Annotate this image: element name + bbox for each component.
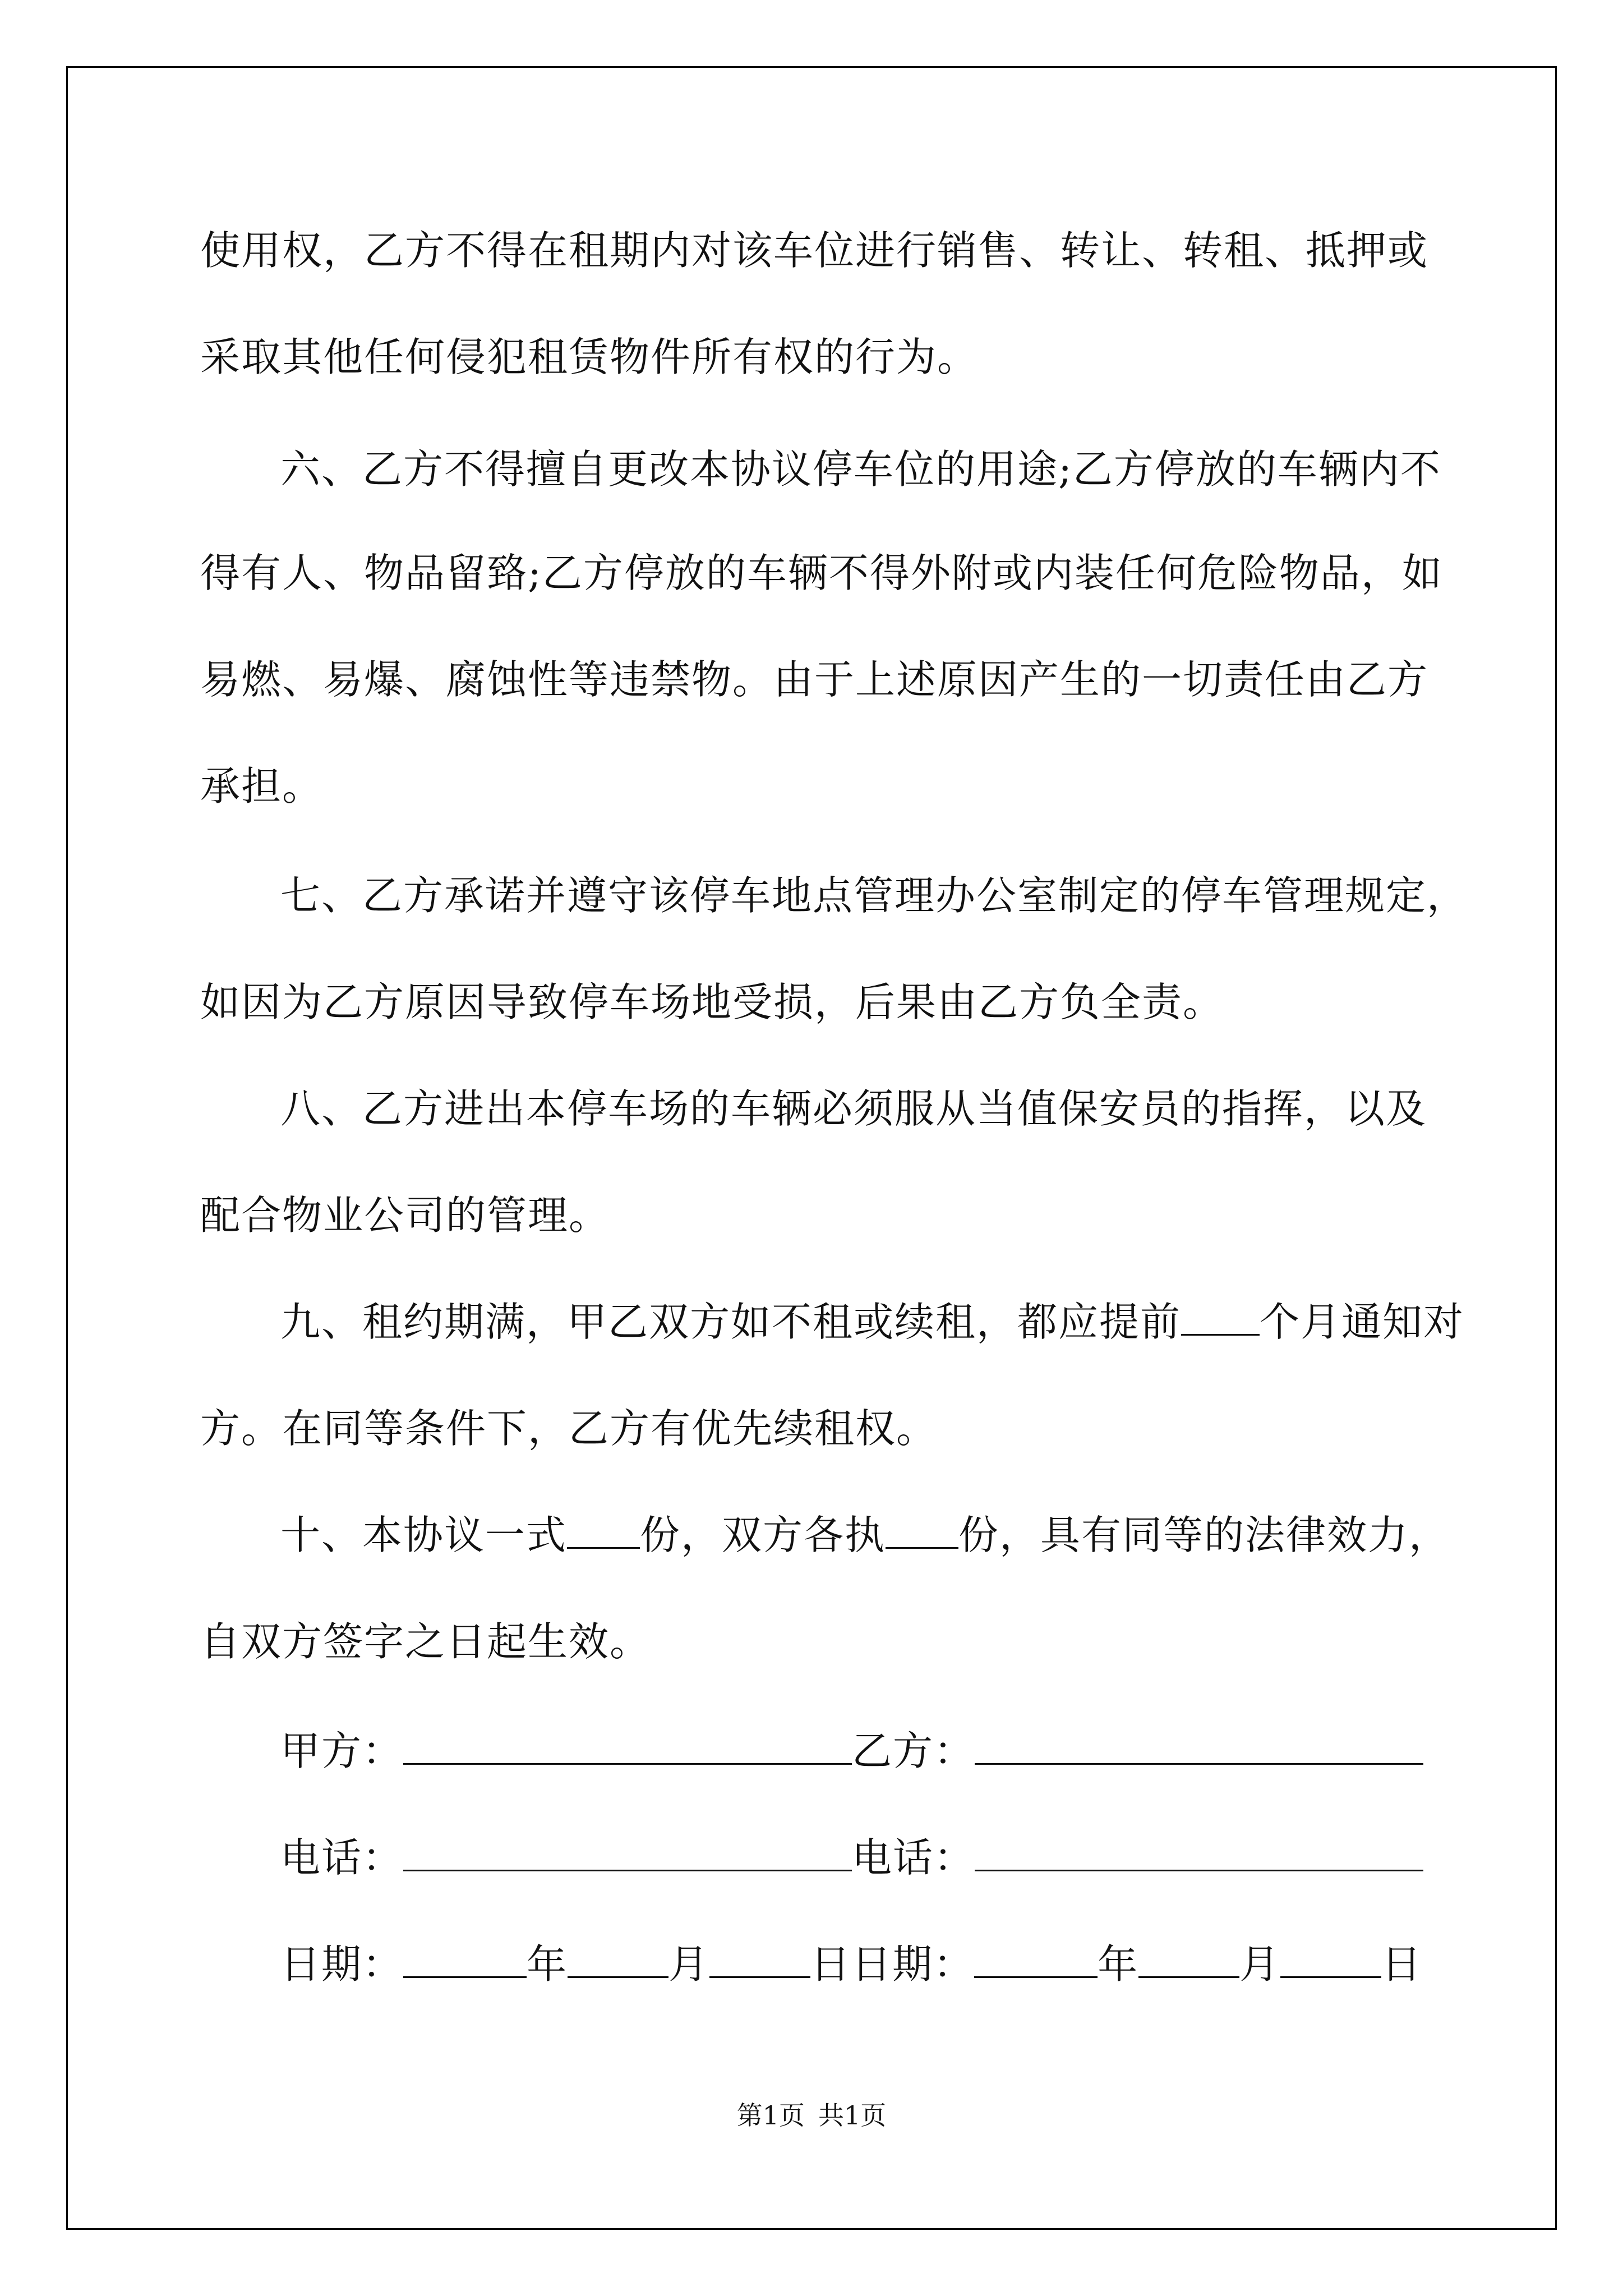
page-number: 第1页 (736, 2100, 805, 2131)
signature-row-dates (280, 1932, 1509, 1990)
day-label: 日 (1381, 1941, 1423, 1987)
day-label: 日 (810, 1941, 852, 1987)
page-border (66, 66, 1557, 2230)
date-a-label: 日期： (280, 1941, 404, 1987)
copies-each-blank (886, 1513, 958, 1549)
paragraph-line: 易燃、易爆、腐蚀性等违禁物。由于上述原因产生的一切责任由乙方 (200, 656, 1429, 703)
paragraph-text: 个月通知对 (1260, 1299, 1465, 1345)
paragraph-line: 采取其他任何侵犯租赁物件所有权的行为。 (200, 334, 979, 380)
copies-blank (567, 1513, 640, 1549)
paragraph-line: 配合物业公司的管理。 (200, 1192, 610, 1239)
paragraph-line: 七、乙方承诺并遵守该停车地点管理办公室制定的停车管理规定， (280, 872, 1468, 919)
paragraph-line: 使用权，乙方不得在租期内对该车位进行销售、转让、转租、抵押或 (200, 227, 1429, 274)
date-b-day-blank (1280, 1943, 1381, 1978)
date-b-label: 日期： (851, 1941, 975, 1987)
phone-a-blank (403, 1836, 852, 1871)
paragraph-line: 得有人、物品留臵;乙方停放的车辆不得外附或内装任何危险物品，如 (200, 550, 1443, 596)
paragraph-line (280, 1290, 1509, 1347)
party-b-label: 乙方： (852, 1728, 975, 1774)
phone-a-label: 电话： (280, 1834, 404, 1881)
party-a-blank (403, 1729, 852, 1765)
phone-b-blank (975, 1836, 1423, 1871)
month-label: 月 (668, 1941, 710, 1987)
paragraph-line: 如因为乙方原因导致停车场地受损，后果由乙方负全责。 (200, 979, 1224, 1025)
paragraph-line: 八、乙方进出本停车场的车辆必须服从当值保安员的指挥，以及 (280, 1085, 1427, 1132)
paragraph-text: 份，具有同等的法律效力， (958, 1512, 1450, 1558)
signature-row-phones (280, 1826, 1509, 1883)
date-b-year-blank (974, 1943, 1098, 1978)
paragraph-line: 六、乙方不得擅自更改本协议停车位的用途;乙方停放的车辆内不 (280, 446, 1441, 493)
paragraph-line: 承担。 (200, 763, 324, 809)
party-a-label: 甲方： (280, 1728, 404, 1774)
page-total: 共1页 (818, 2100, 887, 2131)
date-a-year-blank (403, 1943, 527, 1978)
date-a-day-blank (709, 1943, 810, 1978)
phone-b-label: 电话： (852, 1834, 975, 1881)
paragraph-text: 十、本协议一式 (280, 1512, 568, 1558)
date-b-month-blank (1138, 1943, 1239, 1978)
paragraph-line: 自双方签字之日起生效。 (200, 1618, 651, 1665)
paragraph-line: 方。在同等条件下，乙方有优先续租权。 (200, 1405, 938, 1452)
year-label: 年 (1098, 1941, 1139, 1987)
signature-row-parties (280, 1719, 1509, 1777)
months-blank (1181, 1300, 1260, 1336)
year-label: 年 (527, 1941, 568, 1987)
date-a-month-blank (568, 1943, 668, 1978)
paragraph-text: 九、租约期满，甲乙双方如不租或续租，都应提前 (280, 1299, 1182, 1345)
month-label: 月 (1239, 1941, 1281, 1987)
page-footer (0, 2095, 1623, 2132)
paragraph-text: 份，双方各执 (640, 1512, 886, 1558)
party-b-blank (975, 1729, 1423, 1765)
paragraph-line (280, 1503, 1509, 1561)
